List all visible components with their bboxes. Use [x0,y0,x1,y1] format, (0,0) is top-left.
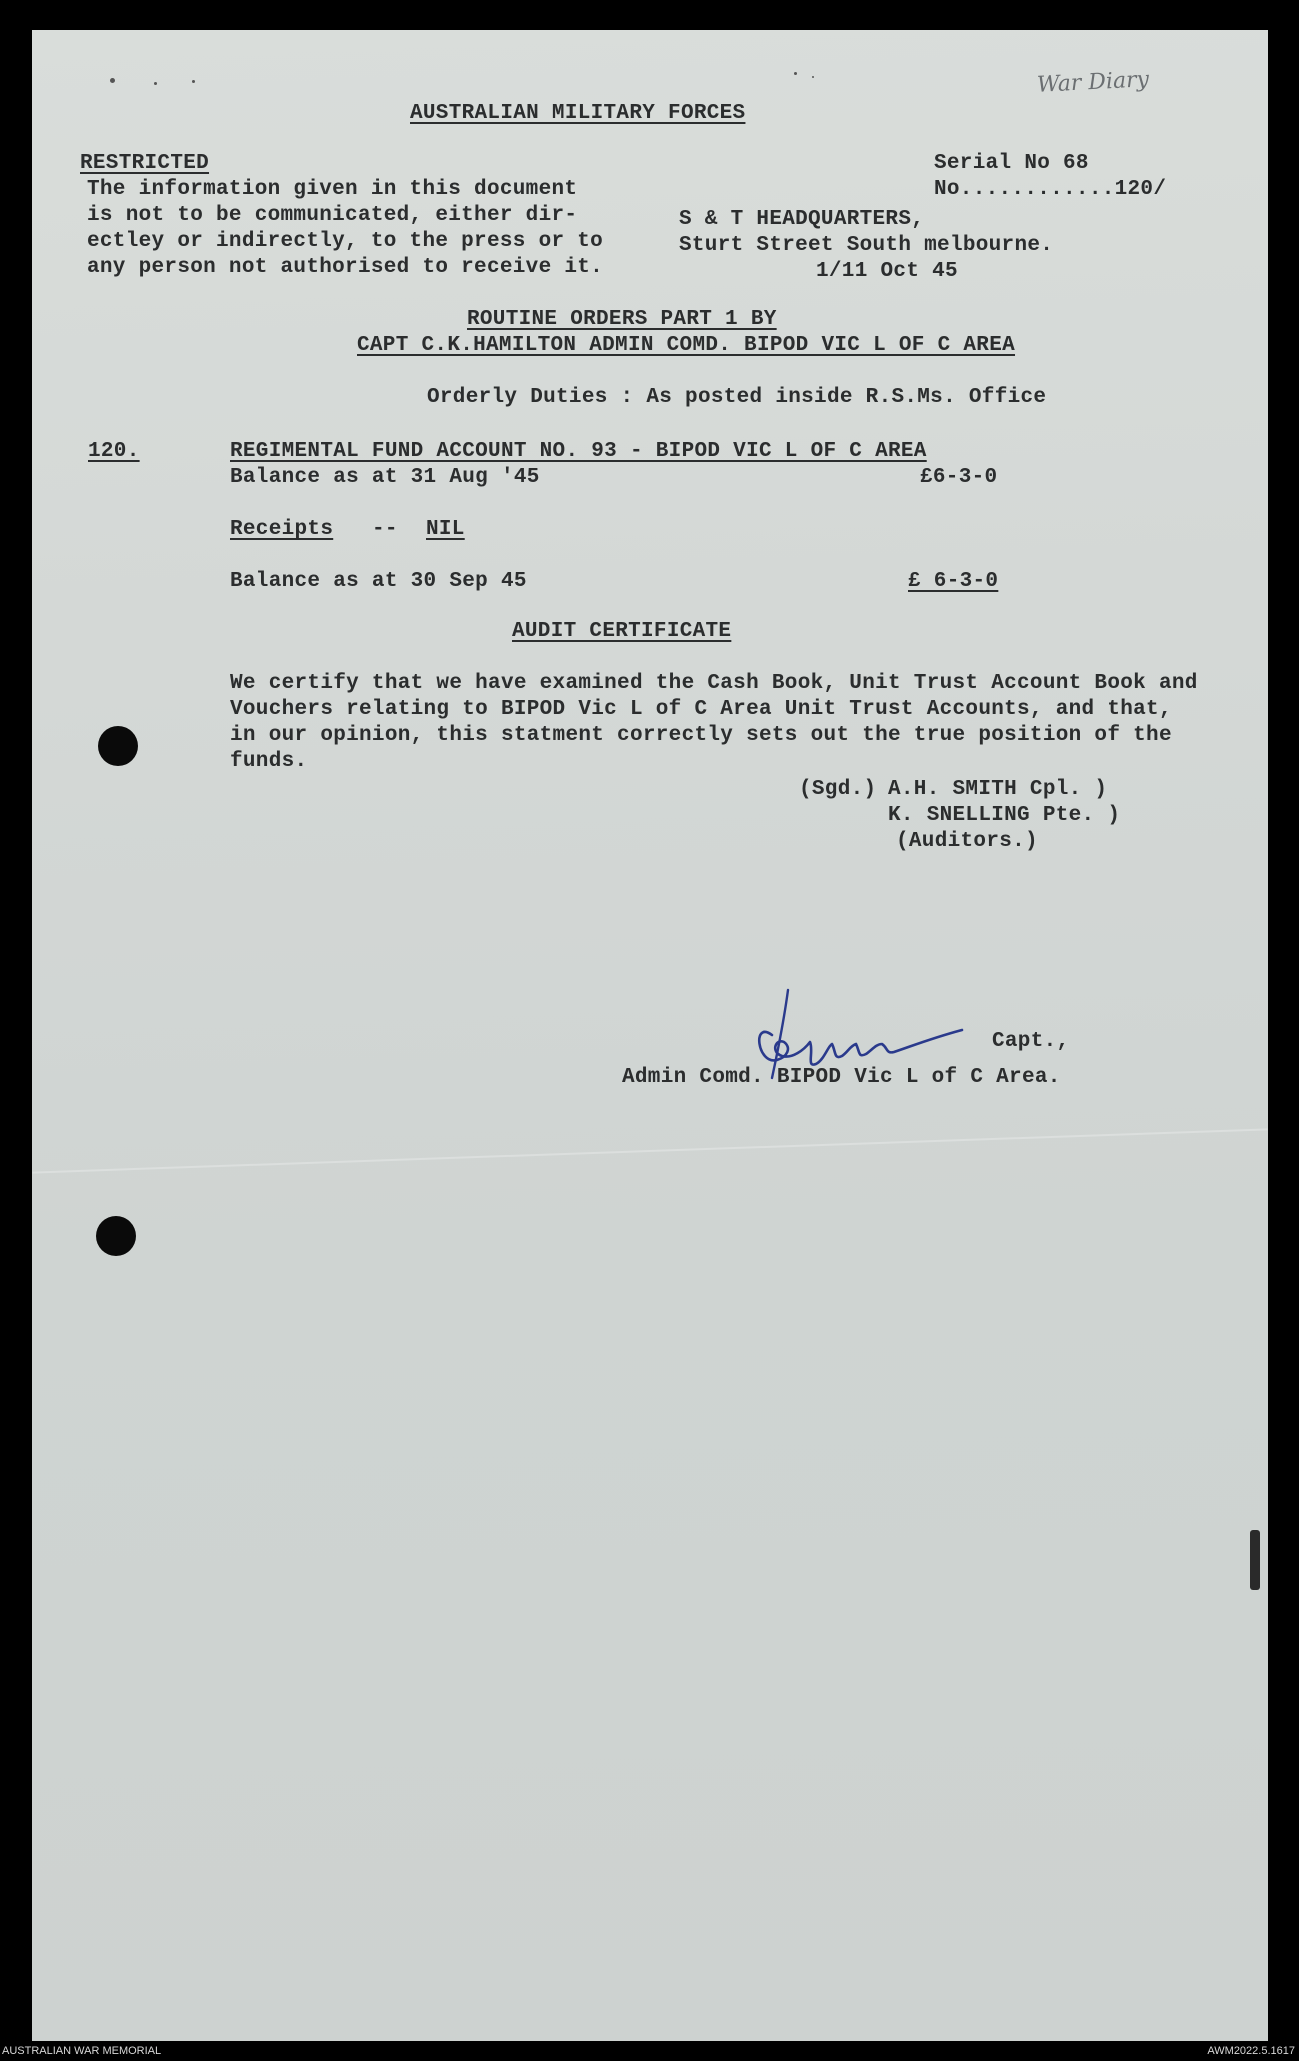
receipts-label: Receipts [230,518,334,541]
order-date: 1/11 Oct 45 [816,260,958,283]
restriction-line-4: any person not authorised to receive it. [87,256,604,279]
paper-crease [32,1128,1267,1173]
auditors-label: (Auditors.) [896,830,1038,853]
punch-hole-lower [96,1216,136,1256]
auditor-1: A.H. SMITH Cpl. ) [888,778,1108,801]
handwritten-annotation: War Diary [1036,67,1150,98]
opening-balance-value: £6-3-0 [920,466,998,489]
order-number: No............120/ [934,178,1167,201]
serial-number: Serial No 68 [934,152,1089,175]
audit-line-4: funds. [230,750,308,773]
audit-line-2: Vouchers relating to BIPOD Vic L of C Area Unit Trust Accounts, and that, [230,698,1172,721]
document-page [32,30,1268,2041]
orders-title-line-1: ROUTINE ORDERS PART 1 BY [467,308,777,331]
footer-reference: AWM2022.5.1617 [1207,2045,1295,2057]
paper-mark [812,76,814,78]
auditor-2: K. SNELLING Pte. ) [888,804,1121,827]
restriction-line-2: is not to be communicated, either dir- [87,204,578,227]
paper-mark [794,72,797,75]
paper-mark [154,82,157,85]
item-heading: REGIMENTAL FUND ACCOUNT NO. 93 - BIPOD VIC L OF C AREA [230,440,927,463]
receipts-value: NIL [426,518,465,541]
document-title: AUSTRALIAN MILITARY FORCES [410,102,746,125]
signatory-appointment: Admin Comd. BIPOD Vic L of C Area. [622,1066,1061,1089]
restricted-label: RESTRICTED [80,152,210,175]
audit-title: AUDIT CERTIFICATE [512,620,732,643]
archive-footer [0,2041,1299,2061]
orderly-duties: Orderly Duties : As posted inside R.S.Ms. Office [427,386,1047,409]
orders-title-line-2: CAPT C.K.HAMILTON ADMIN COMD. BIPOD VIC L OF C AREA [357,334,1016,357]
footer-institution: AUSTRALIAN WAR MEMORIAL [2,2045,162,2057]
paper-mark [110,78,115,83]
paper-mark [1250,1530,1260,1590]
address-line-2: Sturt Street South melbourne. [679,234,1054,257]
audit-line-3: in our opinion, this statment correctly sets out the true position of the [230,724,1172,747]
signed-prefix: (Sgd.) [799,778,877,801]
opening-balance-label: Balance as at 31 Aug '45 [230,466,540,489]
restriction-line-3: ectley or indirectly, to the press or to [87,230,604,253]
restriction-line-1: The information given in this document [87,178,578,201]
item-number: 120. [88,440,140,463]
punch-hole-upper [98,726,138,766]
audit-line-1: We certify that we have examined the Cash Book, Unit Trust Account Book and [230,672,1198,695]
signatory-rank: Capt., [992,1030,1070,1053]
address-line-1: S & T HEADQUARTERS, [679,208,925,231]
closing-balance-label: Balance as at 30 Sep 45 [230,570,527,593]
paper-mark [192,80,195,83]
receipts-dash: -- [372,518,398,541]
closing-balance-value: £ 6-3-0 [908,570,999,593]
